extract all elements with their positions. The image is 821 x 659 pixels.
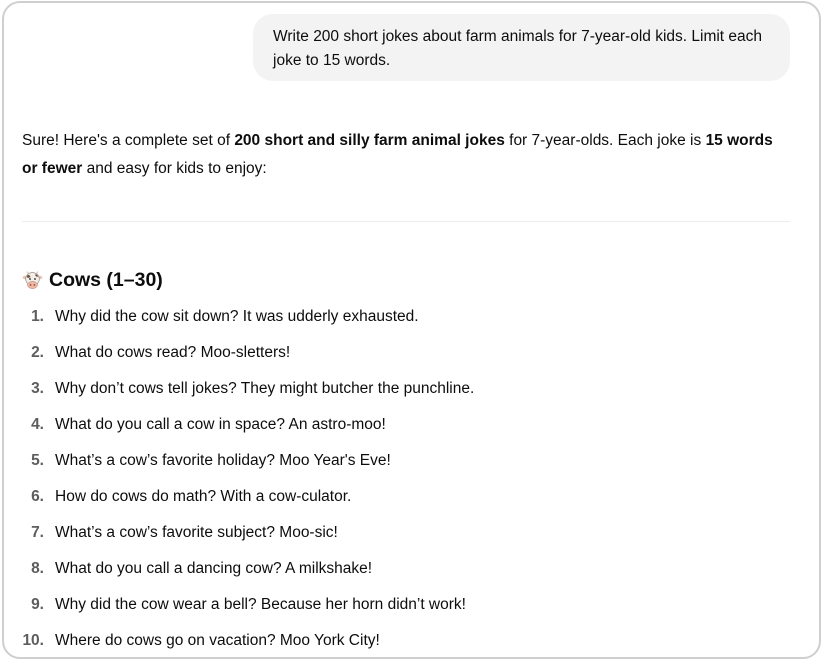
list-item xyxy=(4,479,819,515)
joke-number: 9. xyxy=(31,596,44,613)
intro-text-2: for 7-year-olds. Each joke is xyxy=(504,132,706,149)
intro-bold-2: 15 words or fewer xyxy=(22,132,773,177)
joke-number: 1. xyxy=(31,308,44,325)
list-item xyxy=(4,515,819,551)
joke-number: 8. xyxy=(31,560,44,577)
intro-text-3: and easy for kids to enjoy: xyxy=(82,160,267,177)
joke-text: What’s a cow’s favorite holiday? Moo Year's Eve! xyxy=(55,452,391,469)
joke-text: Why don’t cows tell jokes? They might butcher the punchline. xyxy=(55,380,475,397)
intro-text-1: Sure! Here's a complete set of xyxy=(22,132,235,149)
joke-text: Where do cows go on vacation? Moo York City! xyxy=(55,632,380,649)
list-item xyxy=(4,551,819,587)
list-item xyxy=(4,587,819,623)
section-title: Cows (1–30) xyxy=(49,268,163,291)
section-heading-cows xyxy=(22,265,163,295)
joke-text: What do you call a cow in space? An astro-moo! xyxy=(55,416,386,433)
joke-number: 7. xyxy=(31,524,44,541)
list-item xyxy=(4,407,819,443)
joke-text: What do cows read? Moo-sletters! xyxy=(55,344,291,361)
joke-number: 5. xyxy=(31,452,44,469)
joke-list xyxy=(4,299,819,659)
joke-number: 4. xyxy=(31,416,44,433)
joke-number: 3. xyxy=(31,380,44,397)
list-item xyxy=(4,443,819,479)
cow-face-icon xyxy=(22,270,43,291)
chat-window xyxy=(2,1,821,659)
intro-bold-1: 200 short and silly farm animal jokes xyxy=(234,132,505,149)
assistant-intro-paragraph xyxy=(22,127,792,183)
joke-text: What’s a cow’s favorite subject? Moo-sic! xyxy=(55,524,338,541)
joke-number: 2. xyxy=(31,344,44,361)
joke-text: Why did the cow sit down? It was udderly exhausted. xyxy=(55,308,419,325)
user-message-text: Write 200 short jokes about farm animals for 7-year-old kids. Limit each joke to 15 words. xyxy=(273,28,763,69)
joke-text: Why did the cow wear a bell? Because her horn didn’t work! xyxy=(55,596,466,613)
joke-text: How do cows do math? With a cow-culator. xyxy=(55,488,352,505)
section-divider xyxy=(22,221,790,222)
joke-number: 6. xyxy=(31,488,44,505)
list-item xyxy=(4,299,819,335)
list-item xyxy=(4,623,819,659)
user-message-bubble xyxy=(253,14,790,81)
list-item xyxy=(4,371,819,407)
joke-number: 10. xyxy=(22,632,44,649)
list-item xyxy=(4,335,819,371)
joke-text: What do you call a dancing cow? A milkshake! xyxy=(55,560,373,577)
